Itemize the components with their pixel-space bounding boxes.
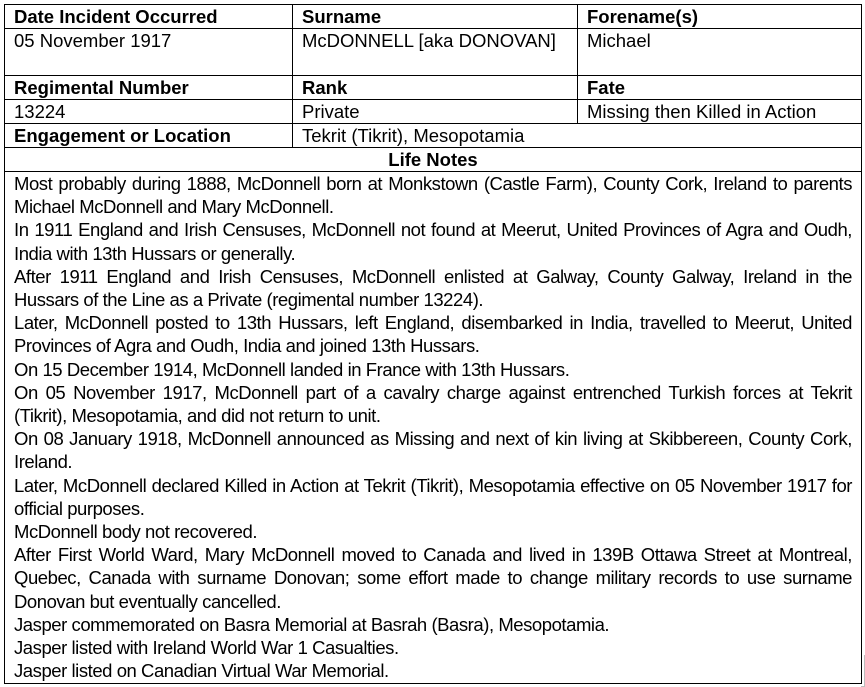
value-row-1 — [5, 29, 862, 76]
life-notes-body-row — [5, 172, 862, 684]
life-note: Jasper listed on Canadian Virtual War Memorial. — [14, 660, 389, 682]
life-note: McDonnell body not recovered. — [14, 521, 258, 543]
life-note: Jasper commemorated on Basra Memorial at Basrah (Basra), Mesopotamia. — [14, 613, 610, 635]
header-row-1 — [5, 5, 862, 29]
rank-label: Rank — [293, 76, 578, 100]
life-note: Later, McDonnell declared Killed in Action at Tekrit (Tikrit), Mesopotamia effective on 05 November 1917 for official purposes. — [14, 474, 852, 519]
value-row-2 — [5, 100, 862, 124]
life-notes-body — [5, 172, 862, 684]
forenames-label: Forename(s) — [578, 5, 862, 29]
casualty-record-table — [4, 4, 862, 684]
forenames-value: Michael — [578, 29, 862, 76]
date-value: 05 November 1917 — [5, 29, 293, 76]
life-note: Later, McDonnell posted to 13th Hussars, left England, disembarked in India, travelled to Meerut, United Provinces of Agra and Oudh, India and joined 13th Hussars. — [14, 312, 852, 357]
date-label: Date Incident Occurred — [5, 5, 293, 29]
regimental-number-label: Regimental Number — [5, 76, 293, 100]
life-note: On 05 November 1917, McDonnell part of a cavalry charge against entrenched Turkish forces at Tekrit (Tikrit), Mesopotamia, and did not return to unit. — [14, 381, 852, 427]
engagement-value: Tekrit (Tikrit), Mesopotamia — [293, 124, 862, 148]
life-note: Most probably during 1888, McDonnell born at Monkstown (Castle Farm), County Cork, Ireland to parents Michael McDonnell and Mary McDonnell. — [14, 173, 852, 218]
engagement-label: Engagement or Location — [5, 124, 293, 148]
rank-value: Private — [293, 100, 578, 124]
life-note: After 1911 England and Irish Censuses, McDonnell enlisted at Galway, County Galway, Ireland in the Hussars of the Line as a Private (regimental number 13224). — [14, 265, 852, 311]
life-note: On 08 January 1918, McDonnell announced as Missing and next of kin living at Skibbereen, County Cork, Ireland. — [14, 428, 852, 473]
life-note: After First World Ward, Mary McDonnell moved to Canada and lived in 139B Ottawa Street at Montreal, Quebec, Canada with surname Donovan; some effort made to change military records to use surname Donovan but eventually cancelled. — [14, 544, 852, 612]
surname-label: Surname — [293, 5, 578, 29]
surname-value: McDONNELL [aka DONOVAN] — [293, 29, 578, 76]
life-note: Jasper listed with Ireland World War 1 Casualties. — [14, 637, 399, 659]
engagement-row — [5, 124, 862, 148]
regimental-number-value: 13224 — [5, 100, 293, 124]
fate-value: Missing then Killed in Action — [578, 100, 862, 124]
header-row-2 — [5, 76, 862, 100]
fate-label: Fate — [578, 76, 862, 100]
life-note: On 15 December 1914, McDonnell landed in France with 13th Hussars. — [14, 358, 570, 380]
life-notes-title: Life Notes — [5, 148, 862, 172]
life-note: In 1911 England and Irish Censuses, McDonnell not found at Meerut, United Provinces of Agra and Oudh, India with 13th Hussars or generally. — [14, 219, 852, 264]
life-notes-header-row — [5, 148, 862, 172]
